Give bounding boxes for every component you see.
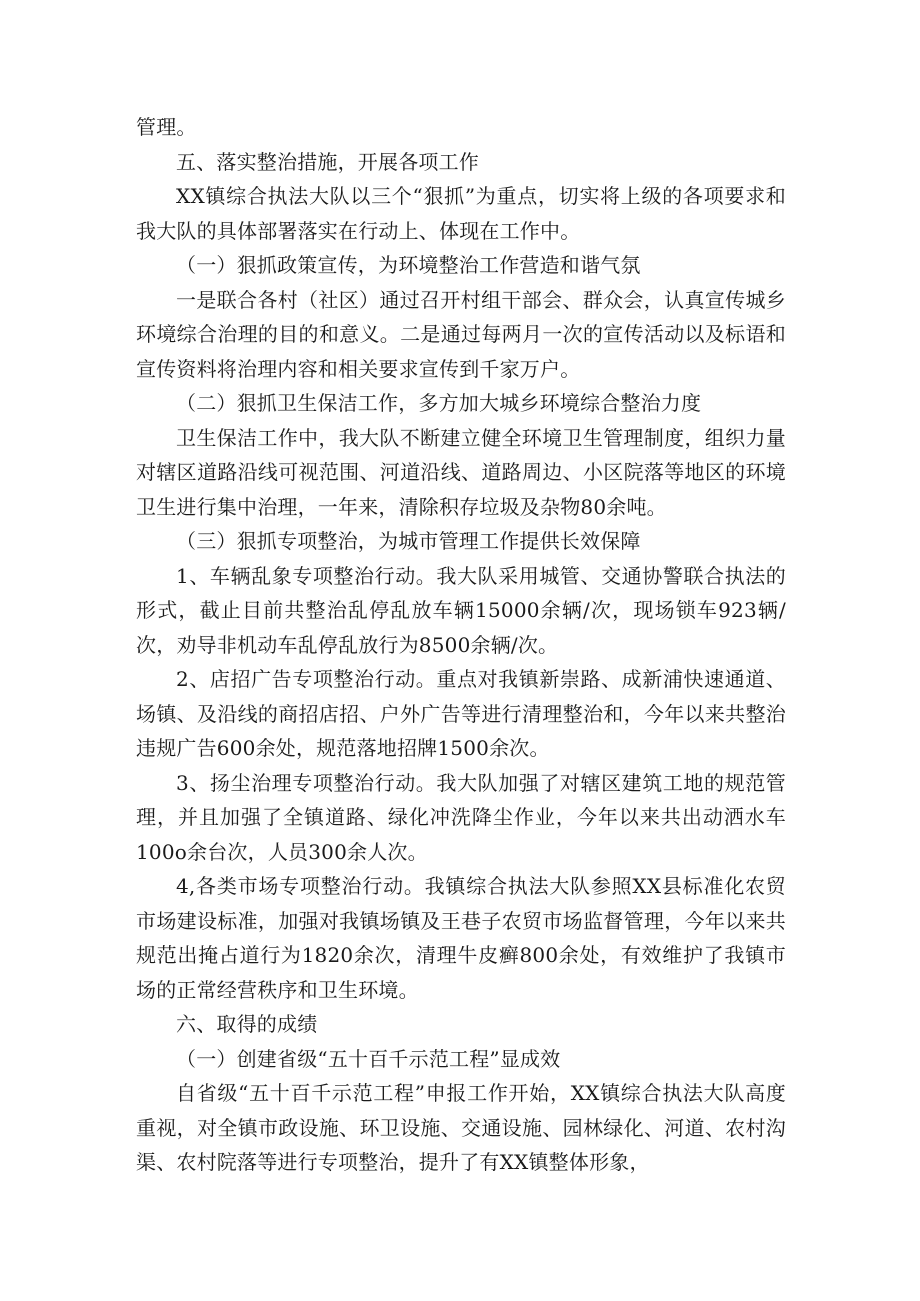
paragraph-signage: 2、店招广告专项整治行动。重点对我镇新崇路、成新浦快速通道、场镇、及沿线的商招店招、户外广告等进行清理整治和，今年以来共整治违规广告600余处，规范落地招牌1500余次。 (136, 667, 786, 760)
paragraph-markets: 4,各类市场专项整治行动。我镇综合执法大队参照XX县标准化农贸市场建设标准，加强对我镇场镇及王巷子农贸市场监督管理，今年以来共规范出掩占道行为1820余次，清理牛皮癣800余处，有效维护了我镇市场的正常经营秩序和卫生环境。 (136, 874, 786, 1002)
subheading-2: （二）狠抓卫生保洁工作，多方加大城乡环境综合整治力度 (176, 391, 702, 415)
paragraph-sanitation: 卫生保洁工作中，我大队不断建立健全环境卫生管理制度，组织力量对辖区道路沿线可视范围、河道沿线、道路周边、小区院落等地区的环境卫生进行集中治理，一年来，清除积存垃圾及杂物80余吨。 (136, 425, 786, 519)
paragraph-vehicles: 1、车辆乱象专项整治行动。我大队采用城管、交通协警联合执法的形式，截止目前共整治乱停乱放车辆15000余辆/次，现场锁车923辆/次，劝导非机动车乱停乱放行为8500余辆/次。 (136, 563, 786, 657)
document-body (136, 110, 786, 1180)
paragraph-dust: 3、扬尘治理专项整治行动。我大队加强了对辖区建筑工地的规范管理，并且加强了全镇道路、绿化冲洗降尘作业，今年以来共出动洒水车100o余台次，人员300余人次。 (136, 770, 786, 864)
section-heading-5: 五、落实整治措施，开展各项工作 (176, 149, 479, 174)
subheading-3: （三）狠抓专项整治，为城市管理工作提供长效保障 (176, 529, 641, 553)
subheading-1: （一）狠抓政策宣传，为环境整治工作营造和谐气氛 (176, 253, 641, 277)
paragraph-policy: 一是联合各村（社区）通过召开村组干部会、群众会，认真宣传城乡环境综合治理的目的和意义。二是通过每两月一次的宣传活动以及标语和宣传资料将治理内容和相关要求宣传到千家万户。 (136, 287, 786, 381)
paragraph-continuation: 管理。 (136, 115, 197, 139)
paragraph-achievement: 自省级“五十百千示范工程”申报工作开始，XX镇综合执法大队高度重视，对全镇市政设施、环卫设施、交通设施、园林绿化、河道、农村沟渠、农村院落等进行专项整治，提升了有XX镇整体形象， (136, 1081, 786, 1174)
subheading-achievement-1: （一）创建省级“五十百千示范工程”显成效 (176, 1046, 561, 1071)
section-heading-6: 六、取得的成绩 (176, 1012, 318, 1036)
paragraph-intro: XX镇综合执法大队以三个“狠抓”为重点，切实将上级的各项要求和我大队的具体部署落实在行动上、体现在工作中。 (136, 184, 786, 243)
